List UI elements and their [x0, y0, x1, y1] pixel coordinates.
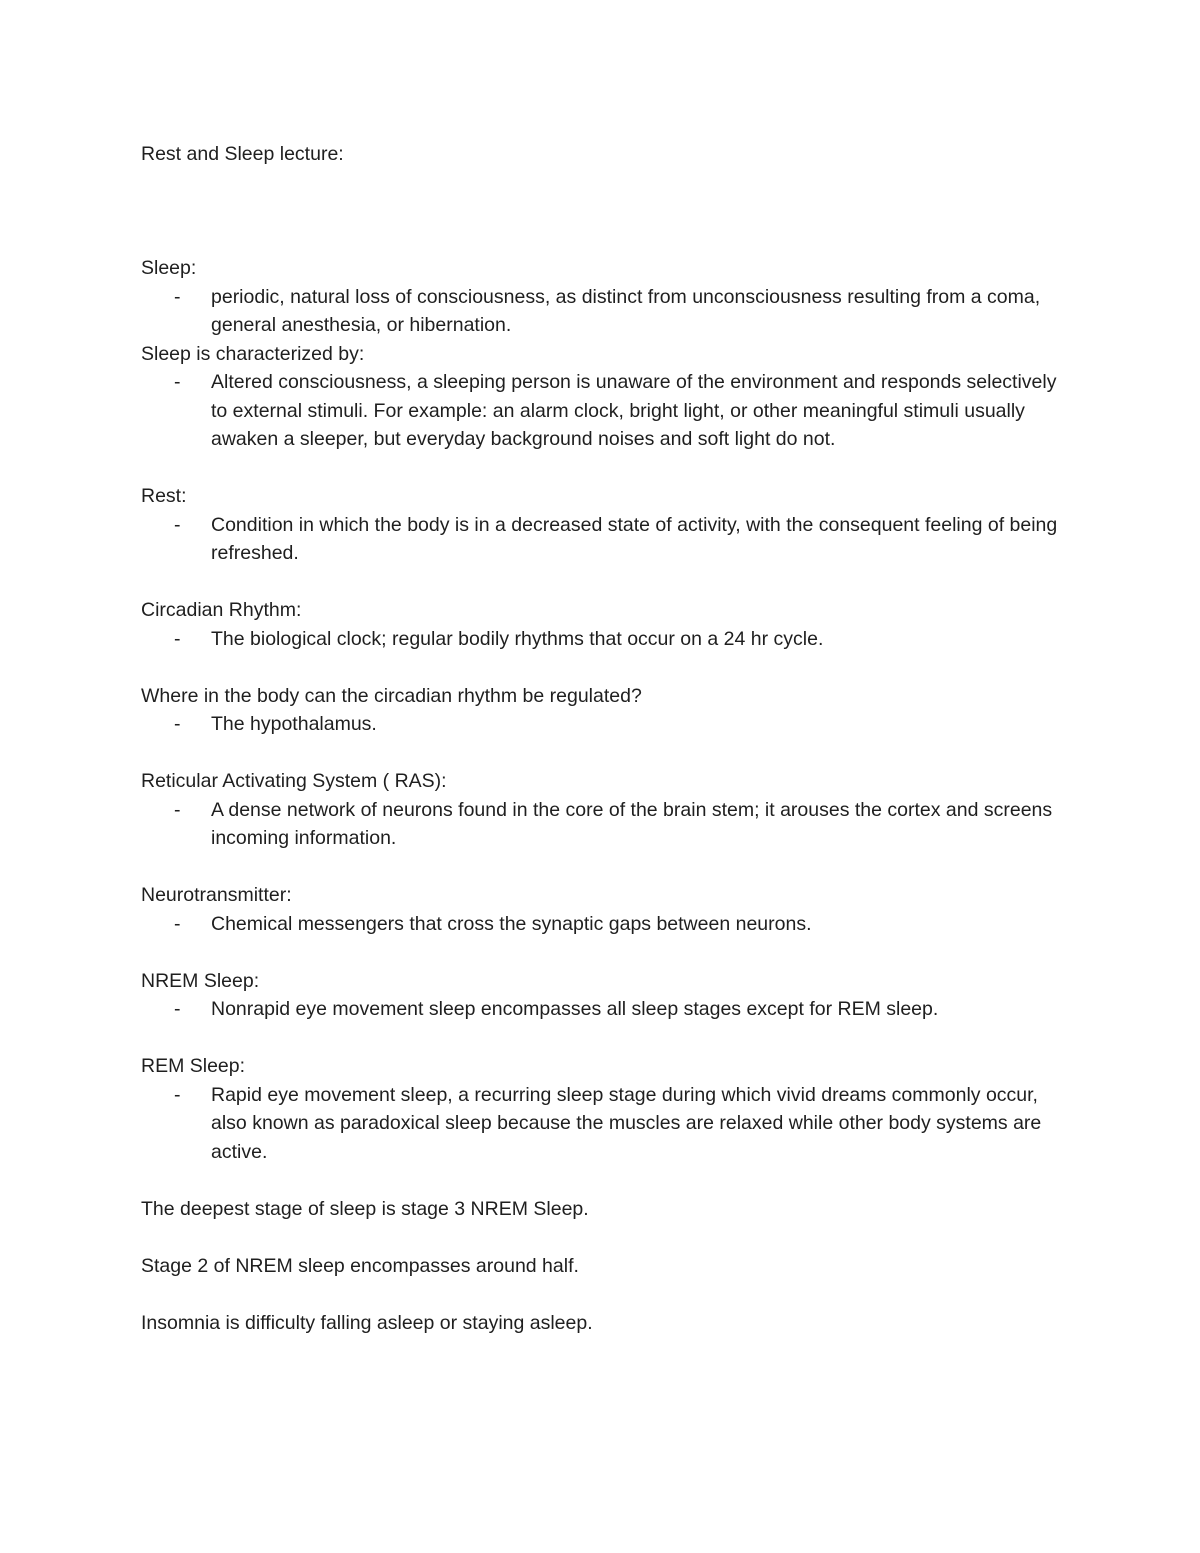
section-heading-sleep-characterized: Sleep is characterized by:	[141, 342, 365, 365]
paragraph-gap	[141, 853, 1061, 882]
paragraph-gap	[141, 653, 1061, 682]
bullet-list-circadian-regulation	[141, 710, 1061, 739]
bullet-text: Condition in which the body is in a decreased state of activity, with the consequent feeling of being refreshed.	[211, 513, 1058, 564]
paragraph-gap	[141, 568, 1061, 597]
bullet-dash: -	[174, 285, 181, 308]
list-item	[141, 283, 1061, 340]
list-item	[141, 625, 1061, 654]
paragraph-gap	[141, 454, 1061, 483]
section-heading-neurotransmitter: Neurotransmitter:	[141, 884, 292, 906]
bullet-text: periodic, natural loss of consciousness, as distinct from unconsciousness resulting from a coma, general anesthesia, or hibernation.	[211, 285, 1041, 336]
bullet-dash: -	[174, 1083, 181, 1106]
bullet-text: Chemical messengers that cross the synaptic gaps between neurons.	[211, 912, 812, 935]
bullet-text: The biological clock; regular bodily rhythms that occur on a 24 hr cycle.	[211, 627, 824, 650]
section-heading-circadian-regulation: Where in the body can the circadian rhythm be regulated?	[141, 684, 642, 707]
section-heading-ras: Reticular Activating System ( RAS):	[141, 770, 447, 792]
bullet-list-nrem-sleep	[141, 995, 1061, 1024]
bullet-text: Rapid eye movement sleep, a recurring sleep stage during which vivid dreams commonly occur, also known as paradoxical sleep because the muscles are relaxed while other body systems are active.	[211, 1083, 1042, 1163]
list-item	[141, 710, 1061, 739]
paragraph-gap	[141, 739, 1061, 768]
section-heading-circadian-rhythm: Circadian Rhythm:	[141, 599, 302, 621]
list-item	[141, 910, 1061, 939]
paragraph-gap	[141, 1166, 1061, 1195]
section-heading-sleep: Sleep:	[141, 257, 197, 279]
list-item	[141, 368, 1061, 454]
statement-insomnia: Insomnia is difficulty falling asleep or staying asleep.	[141, 1311, 593, 1334]
bullet-list-neurotransmitter	[141, 910, 1061, 939]
bullet-list-sleep	[141, 283, 1061, 340]
list-item	[141, 796, 1061, 853]
bullet-list-sleep-characterized	[141, 368, 1061, 454]
document-title: Rest and Sleep lecture:	[141, 143, 344, 165]
section-heading-rem-sleep: REM Sleep:	[141, 1055, 246, 1077]
bullet-dash: -	[174, 713, 181, 735]
list-item	[141, 511, 1061, 568]
document-body	[141, 140, 1061, 1337]
paragraph-gap	[141, 1024, 1061, 1053]
statement-stage-2: Stage 2 of NREM sleep encompasses around half.	[141, 1254, 579, 1277]
bullet-list-circadian-rhythm	[141, 625, 1061, 654]
paragraph-gap	[141, 1223, 1061, 1252]
list-item	[141, 995, 1061, 1024]
bullet-dash: -	[174, 912, 181, 935]
paragraph-gap	[141, 1280, 1061, 1309]
bullet-dash: -	[174, 627, 181, 650]
bullet-dash: -	[174, 798, 181, 821]
bullet-text: The hypothalamus.	[211, 713, 377, 735]
paragraph-gap	[141, 938, 1061, 967]
bullet-list-rest	[141, 511, 1061, 568]
bullet-list-ras	[141, 796, 1061, 853]
bullet-text: Nonrapid eye movement sleep encompasses all sleep stages except for REM sleep.	[211, 998, 939, 1020]
list-item	[141, 1081, 1061, 1167]
bullet-dash: -	[174, 513, 181, 536]
bullet-dash: -	[174, 371, 181, 393]
bullet-text: A dense network of neurons found in the core of the brain stem; it arouses the cortex and screens incoming information.	[211, 798, 1053, 849]
section-heading-nrem-sleep: NREM Sleep:	[141, 969, 260, 992]
statement-deepest-stage: The deepest stage of sleep is stage 3 NREM Sleep.	[141, 1197, 589, 1220]
bullet-dash: -	[174, 998, 181, 1020]
section-heading-rest: Rest:	[141, 485, 187, 507]
bullet-text: Altered consciousness, a sleeping person is unaware of the environment and responds selectively to external stimuli. For example: an alarm clock, bright light, or other meaningful stimuli usually awaken a sleeper, but everyday background noises and soft light do not.	[211, 371, 1057, 450]
bullet-list-rem-sleep	[141, 1081, 1061, 1167]
